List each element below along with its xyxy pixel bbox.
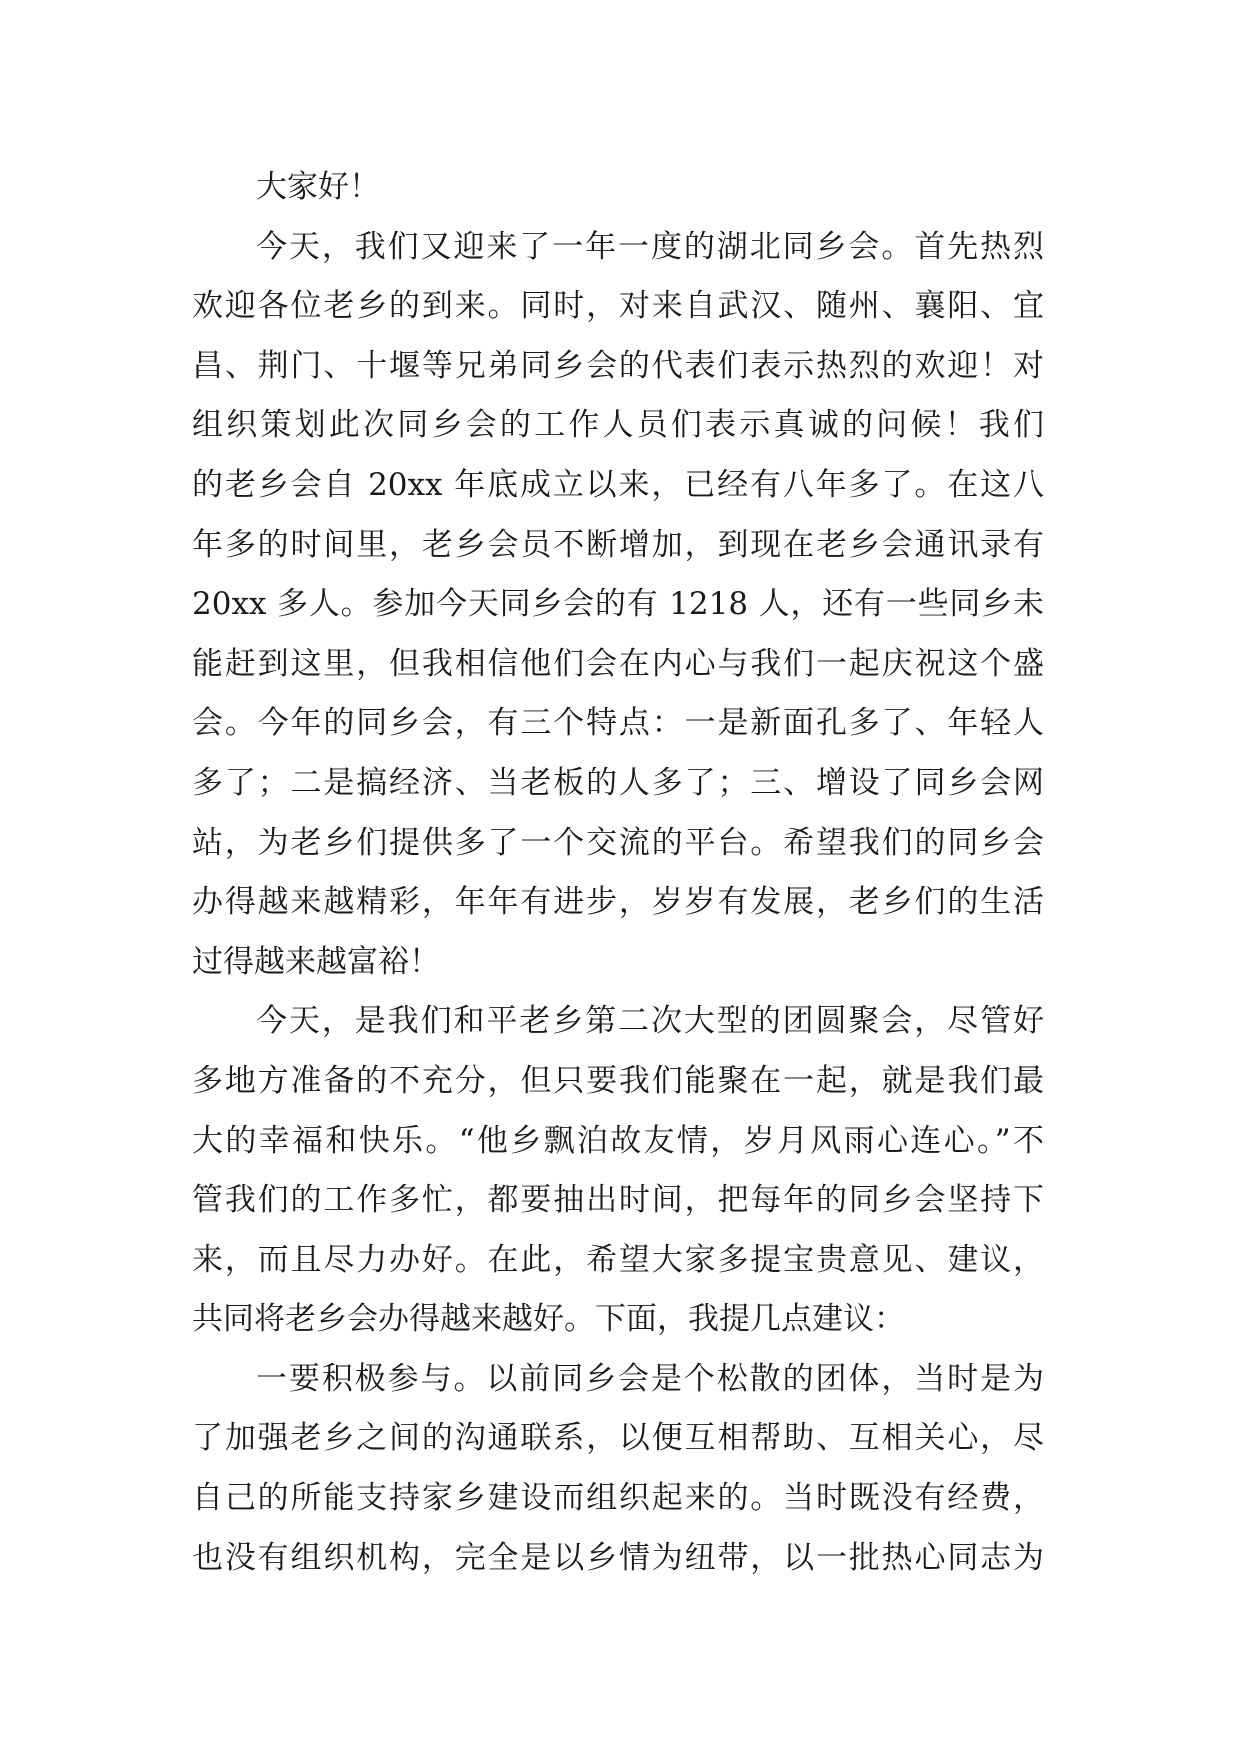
text-line: 了加强老乡之间的沟通联系，以便互相帮助、互相关心，尽 (192, 1420, 1044, 1457)
text-line: 办得越来越精彩，年年有进步，岁岁有发展，老乡们的生活 (192, 884, 1044, 921)
text-line: 20xx 多人。参加今天同乡会的有 1218 人，还有一些同乡未 (192, 586, 1044, 623)
document-body (192, 158, 1044, 1588)
text-line: 管我们的工作多忙，都要抽出时间，把每年的同乡会坚持下 (192, 1182, 1044, 1219)
text-line: 过得越来越富裕！ (192, 943, 440, 980)
text-line: 组织策划此次同乡会的工作人员们表示真诚的问候！我们 (192, 407, 1044, 444)
text-line: 年多的时间里，老乡会员不断增加，到现在老乡会通讯录有 (192, 526, 1044, 563)
text-line: 一要积极参与。以前同乡会是个松散的团体，当时是为 (256, 1360, 1044, 1397)
greeting-line: 大家好！ (256, 169, 380, 205)
text-line: 来，而且尽力办好。在此，希望大家多提宝贵意见、建议， (192, 1241, 1044, 1278)
text-line: 多地方准备的不充分，但只要我们能聚在一起，就是我们最 (192, 1062, 1044, 1099)
text-line: 昌、荆门、十堰等兄弟同乡会的代表们表示热烈的欢迎！对 (192, 347, 1044, 384)
text-line: 能赶到这里，但我相信他们会在内心与我们一起庆祝这个盛 (192, 645, 1044, 682)
text-line: 多了；二是搞经济、当老板的人多了；三、增设了同乡会网 (192, 764, 1044, 801)
text-line: 自己的所能支持家乡建设而组织起来的。当时既没有经费， (192, 1480, 1044, 1517)
text-line: 的老乡会自 20xx 年底成立以来，已经有八年多了。在这八 (192, 466, 1044, 503)
text-line: 会。今年的同乡会，有三个特点：一是新面孔多了、年轻人 (192, 705, 1044, 742)
text-line: 今天，我们又迎来了一年一度的湖北同乡会。首先热烈 (256, 228, 1044, 265)
text-line: 站，为老乡们提供多了一个交流的平台。希望我们的同乡会 (192, 824, 1044, 861)
text-line: 也没有组织机构，完全是以乡情为纽带，以一批热心同志为 (192, 1539, 1044, 1576)
text-line: 共同将老乡会办得越来越好。下面，我提几点建议： (192, 1301, 905, 1338)
text-line: 大的幸福和快乐。“他乡飘泊故友情，岁月风雨心连心。”不 (192, 1122, 1044, 1159)
text-line: 今天，是我们和平老乡第二次大型的团圆聚会，尽管好 (256, 1003, 1044, 1040)
text-line: 欢迎各位老乡的到来。同时，对来自武汉、随州、襄阳、宜 (192, 288, 1044, 325)
